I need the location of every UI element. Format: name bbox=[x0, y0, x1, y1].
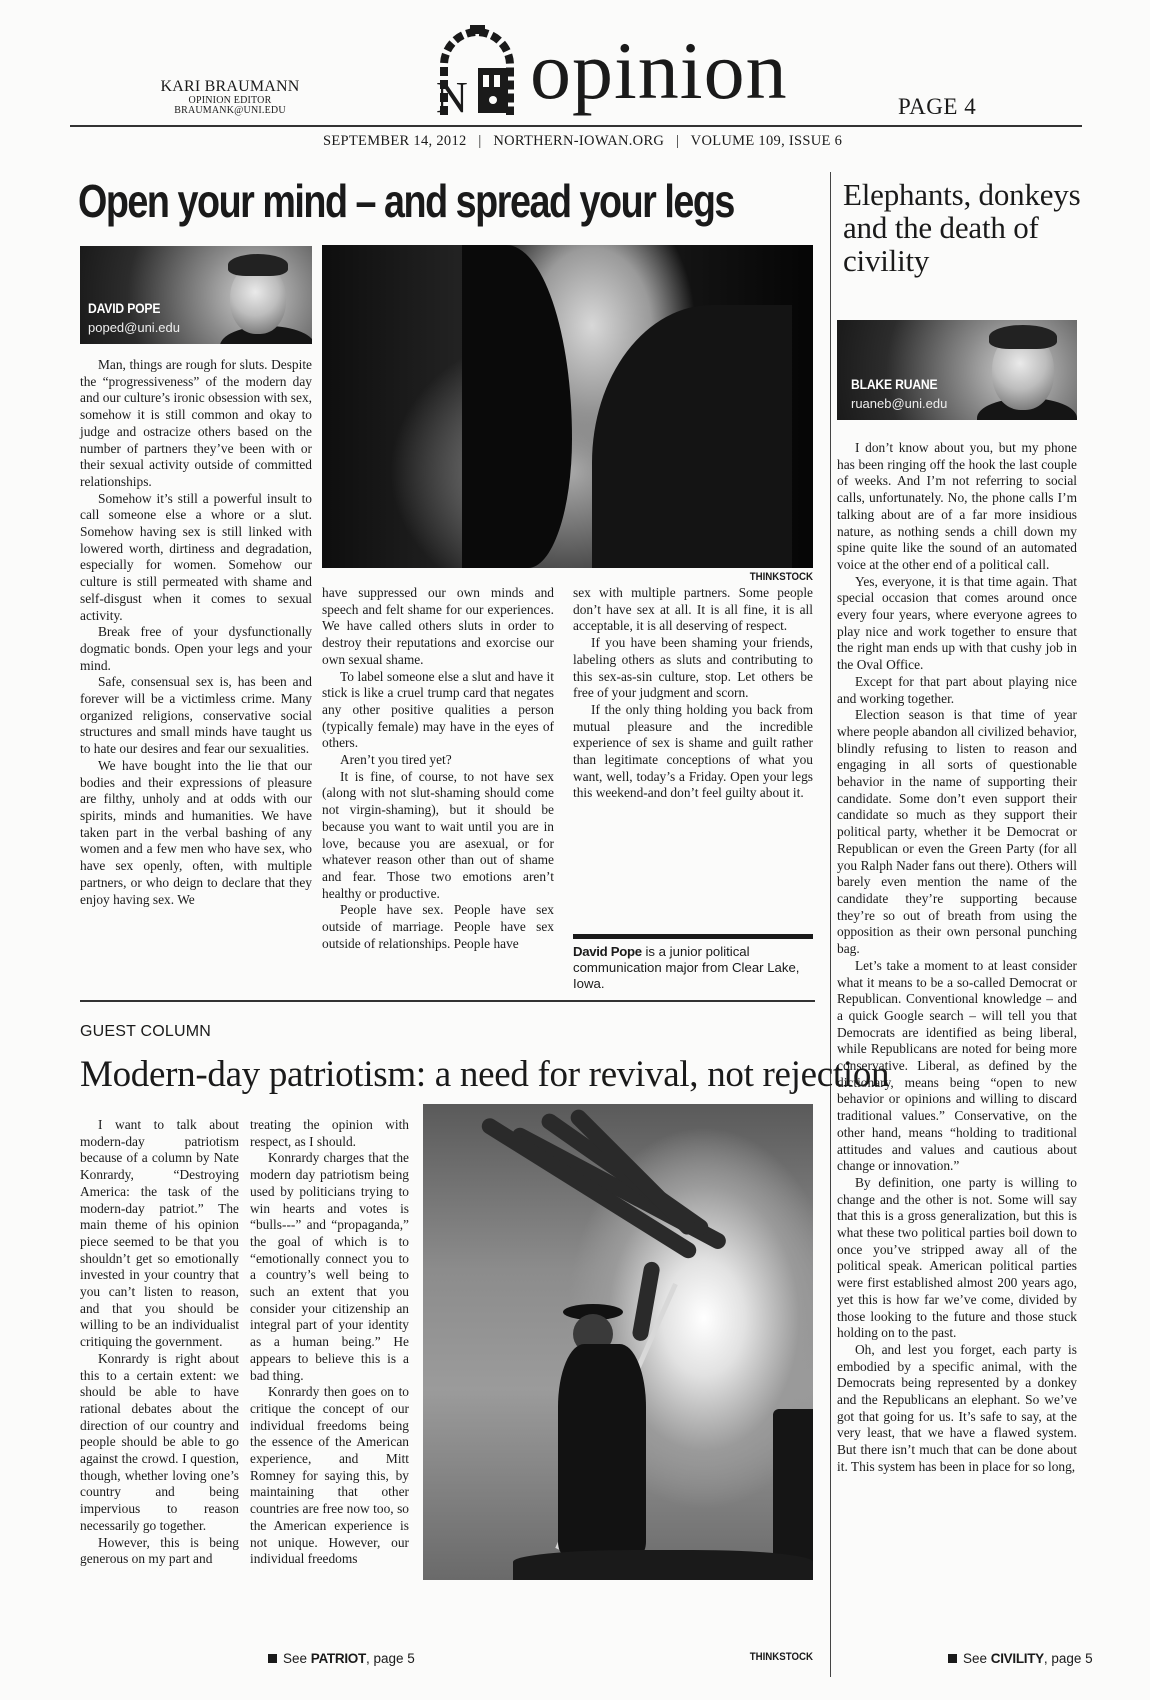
portrait-hair bbox=[989, 325, 1057, 349]
portrait-hair bbox=[228, 254, 288, 276]
editor-name: KARI BRAUMANN bbox=[160, 78, 300, 95]
author-mugshot-ruane bbox=[837, 320, 1077, 420]
photo-credit: THINKSTOCK bbox=[749, 571, 813, 583]
author-bio bbox=[573, 944, 813, 992]
paragraph: It is fine, of course, to not have sex (along with not slut-shaming should come not virgin-shaming), but it should be because you want to wait until you are in love, because you are asexual, or for whatever reason other than out of shame and fear. Those two emotions aren’t healthy or productive. bbox=[322, 768, 554, 901]
column-divider bbox=[830, 172, 831, 1677]
jump-prefix: See bbox=[283, 1651, 311, 1666]
photo-credit: THINKSTOCK bbox=[749, 1651, 813, 1663]
paragraph: Somehow it’s still a powerful insult to call someone else a whore or a slut. Somehow having sex is still linked with lowered worth, dirtiness and degradation, especially for women. Somehow our culture is still permeated with shame and self-disgust when it comes to sexual activity. bbox=[80, 490, 312, 623]
paragraph: Yes, everyone, it is that time again. That special occasion that comes around once every four years, where everyone agrees to play nice and work together to ensure that the right man ends up with that cushy job in the Oval Office. bbox=[837, 573, 1077, 673]
paragraph: Aren’t you tired yet? bbox=[340, 752, 452, 768]
article1-column-2 bbox=[322, 585, 554, 952]
paragraph: People have sex. People have sex outside of marriage. People have sex outside of relationships. People have bbox=[322, 902, 554, 951]
paragraph: Safe, consensual sex is, has been and forever will be a victimless crime. Many organized religions, conservative social structures and small minds have taught us to hate our desires and fear our sexualities. bbox=[80, 674, 312, 757]
jump-word: PATRIOT bbox=[310, 1651, 366, 1666]
paragraph: sex with multiple partners. Some people don’t have sex at all. It is all fine, it is all acceptable, it is all deserving of respect. bbox=[573, 585, 813, 634]
author-email[interactable]: poped@uni.edu bbox=[88, 320, 180, 335]
section-title: opinion bbox=[530, 25, 788, 116]
kicker-guest-column: GUEST COLUMN bbox=[80, 1023, 212, 1040]
headline-modern-day-patriotism: Modern-day patriotism: a need for revival, not rejection bbox=[80, 1054, 890, 1095]
paragraph: Oh, and lest you forget, each party is embodied by a specific animal, with the Democrats being represented by a donkey and the Republicans an elephant. So we’ve got that going for us. It’s safe to say, at the very least, that we have a flawed system. But there isn’t much that can be done about it. This system has been in place for so long, bbox=[837, 1341, 1077, 1474]
paragraph: I want to talk about modern-day patriotism because of a column by Nate Konrardy, “Destroying America: the task of the modern-day patriot.” The main theme of his opinion piece seemed to be that you shouldn’t get so emotionally invested in your country that you can’t listen to reason, and that you should be willing to be an individualist critiquing the government. bbox=[80, 1117, 239, 1350]
editor-credit bbox=[150, 79, 310, 117]
dateline: SEPTEMBER 14, 2012 | NORTHERN-IOWAN.ORG | VOLUME 109, ISSUE 6 bbox=[323, 133, 843, 149]
bio-name: David Pope bbox=[573, 944, 642, 959]
bio-divider bbox=[573, 934, 813, 939]
author-email[interactable]: ruaneb@uni.edu bbox=[851, 396, 948, 411]
square-bullet-icon bbox=[948, 1654, 957, 1663]
paragraph: By definition, one party is willing to change and the other is not. Some will say that this is a gross generalization, but this is what these two political parties boil down to once you’ve stripped away all of the political speak. American political parties were first established almost 200 years ago, yet this is how far we’ve come, divided by those looking to the future and those stuck holding on to the past. bbox=[837, 1174, 1077, 1341]
jump-prefix: See bbox=[963, 1651, 991, 1666]
jump-word: CIVILITY bbox=[990, 1651, 1044, 1666]
figure-body bbox=[558, 1344, 646, 1554]
paragraph: Man, things are rough for sluts. Despite the “progressiveness” of the modern day and our culture’s ironic obsession with sex, somehow it is still common and okay to judge and ostracize others based on the number of partners they’ve been with or their sexual activity outside of committed relationships. bbox=[80, 357, 312, 489]
article1-column-1 bbox=[80, 357, 312, 908]
editor-email: BRAUMANK@UNI.EDU bbox=[174, 105, 286, 117]
author-name: BLAKE RUANE bbox=[851, 377, 938, 392]
bio-text: is a junior political communication major from Clear Lake, Iowa. bbox=[573, 944, 800, 991]
paragraph: have suppressed our own minds and speech and felt shame for our experiences. We have called others sluts in order to destroy their reputations and exorcise our own sexual shame. bbox=[322, 585, 554, 667]
photo-kiss-silhouette bbox=[322, 245, 813, 568]
editor-role: OPINION EDITOR bbox=[188, 94, 272, 106]
author-mugshot-pope bbox=[80, 246, 312, 344]
paragraph: Break free of your dysfunctionally dogmatic bonds. Open your legs and your mind. bbox=[80, 624, 312, 673]
paragraph: treating the opinion with respect, as I should. bbox=[250, 1117, 409, 1149]
paragraph: To label someone else a slut and have it stick is like a cruel trump card that negates any other positive qualities a person (typically female) may have in the eyes of others. bbox=[322, 668, 554, 751]
square-bullet-icon bbox=[268, 1654, 277, 1663]
svg-text:N: N bbox=[436, 73, 468, 115]
headline-elephants-donkeys: Elephants, donkeys and the death of civility bbox=[843, 177, 1081, 278]
silhouette-left bbox=[462, 245, 572, 568]
paragraph: Let’s take a moment to at least consider what it means to be a so-called Democrat or Republican. Conventional knowledge – and a quick Google search – will tell you that Democrats are identified as being liberal, while Republicans are noted for being more conservative. Liberal, as defined by the dictionary, means being “open to new behavior or opinions and willing to discard traditional values.” Conservative, on the other hand, means “holding to traditional attitudes and values and cautious about change or innovation.” bbox=[837, 957, 1077, 1174]
paragraph: We have bought into the lie that our bodies and their expressions of pleasure are filthy, unholy and at odds with our spirits, minds and humanities. We have taken part in the verbal bashing of any women and a few men who have sex, who have sex openly, often, with multiple partners, or who deign to declare that they enjoy having sex. We bbox=[80, 757, 312, 907]
headline-open-your-mind: Open your mind – and spread your legs bbox=[78, 175, 734, 227]
jump-line-civility[interactable] bbox=[948, 1651, 1093, 1666]
silhouette-right bbox=[592, 305, 792, 568]
paragraph: Konrardy is right about this to a certain extent: we should be able to have rational debates about the direction of our country and people should be able to go against the crowd. I question, though, whether loving one’s country and being impervious to reason necessarily go together. bbox=[80, 1350, 239, 1533]
paragraph: Election season is that time of year where people abandon all civilized behavior, blindly refusing to listen to reason and engaging in all sorts of questionable behavior in the name of supporting their candidate. Some don’t even support their candidate so much as they support their political party, whether it be Democrat or Republican or even the Green Party (for all you Ralph Nader fans out there). Others will barely even mention the name of the candidate they’re supporting because they’re so out of breath from using the opposition as their own personal punching bag. bbox=[837, 707, 1077, 957]
paragraph: Konrardy then goes on to critique the concept of our individual freedoms being the essence of the American experience, and Mitt Romney for saying this, by maintaining that other countries are free now too, so the American experience is not unique. However, our individual freedoms bbox=[250, 1384, 409, 1567]
masthead-rule bbox=[70, 125, 1082, 127]
jump-line-patriot[interactable] bbox=[268, 1651, 415, 1666]
paragraph: I don’t know about you, but my phone has been ringing off the hook the last couple of weeks. And I’m not referring to social calls, unfortunately. No, the phone calls I’m talking about are of a far more insidious nature, as nothing sends a chill down my spine quite like the sound of an automated voice at the other end of a political call. bbox=[837, 440, 1077, 572]
article1-column-3 bbox=[573, 585, 813, 802]
article2-column-2 bbox=[250, 1117, 409, 1568]
paragraph: If you have been shaming your friends, labeling others as sluts and contributing to this sex-as-sin culture, stop. Let others be free of your judgment and scorn. bbox=[573, 635, 813, 701]
paragraph: Konrardy charges that the modern day patriotism being used by politicians trying to win hearts and votes is “bulls---” and “propaganda,” the goal of which is to “emotionally connect you to a country’s well being to such an extent that you consider your citizenship an integral part of your identity as a human being.” He appears to believe this is a bad thing. bbox=[250, 1150, 409, 1383]
paragraph: If the only thing holding you back from mutual pleasure and the incredible experience of sex is shame and guilt rather than legitimate conceptions of what you want, well, today’s a Friday. Open your legs this weekend-and don’t feel guilty about it. bbox=[573, 701, 813, 801]
jump-suffix: , page 5 bbox=[365, 1651, 415, 1666]
campanile-arch-logo-icon bbox=[430, 20, 525, 115]
paragraph: Except for that part about playing nice and working together. bbox=[837, 673, 1077, 706]
paragraph: However, this is being generous on my part and bbox=[80, 1534, 239, 1567]
article3-column bbox=[837, 440, 1077, 1476]
jump-suffix: , page 5 bbox=[1043, 1651, 1093, 1666]
author-name: DAVID POPE bbox=[88, 301, 161, 316]
section-divider bbox=[80, 1000, 815, 1002]
photo-man-with-flag bbox=[423, 1104, 813, 1580]
page-number: PAGE 4 bbox=[898, 94, 977, 119]
ground bbox=[513, 1550, 813, 1580]
article2-column-1 bbox=[80, 1117, 239, 1568]
